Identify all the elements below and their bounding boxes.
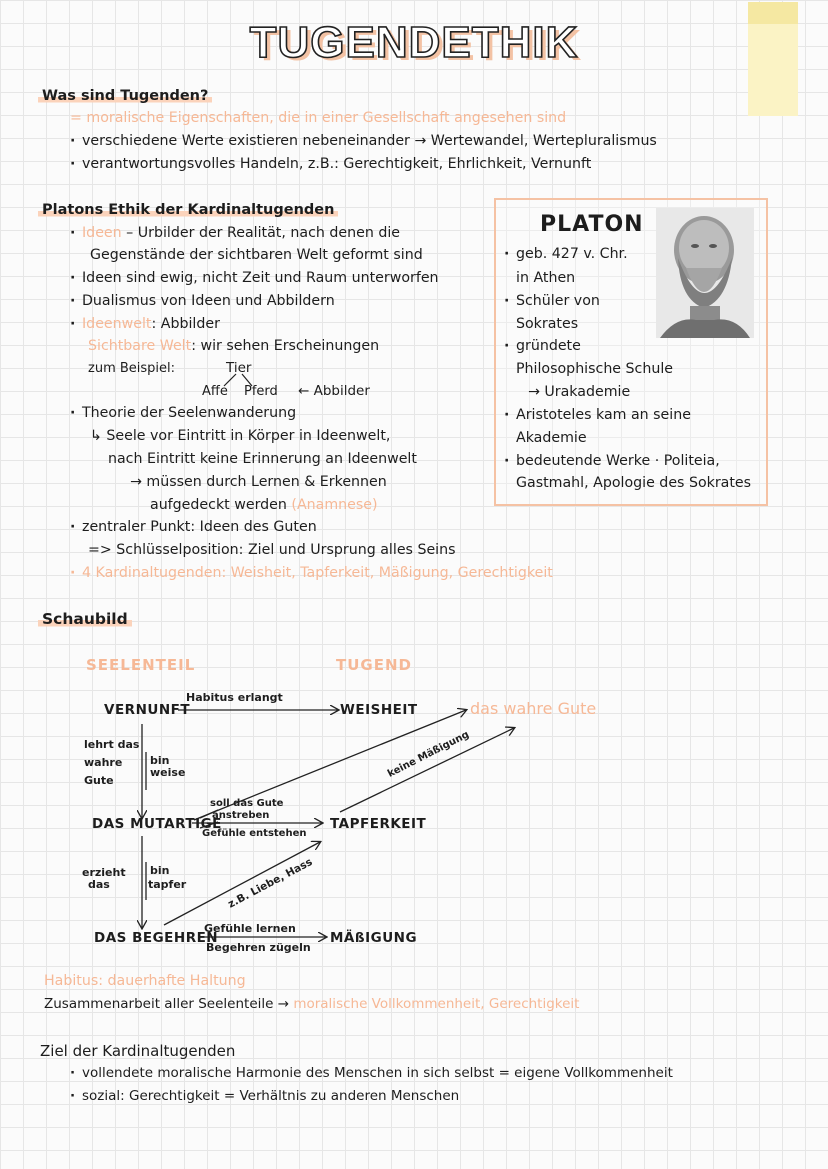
label-keine-maessigung: keine Mäßigung <box>386 729 472 780</box>
zusammenarbeit-line <box>44 996 579 1012</box>
ideen-term: Ideen <box>82 225 122 241</box>
section-heading-tugenden: Was sind Tugenden? <box>38 88 212 104</box>
section-heading-platon: Platons Ethik der Kardinaltugenden <box>38 202 338 218</box>
tugenden-definition: = moralische Eigenschaften, die in einer Gesellschaft angesehen sind <box>70 110 567 126</box>
platon-line-5: · gründete <box>504 338 581 354</box>
node-begehren: DAS BEGEHREN <box>94 930 219 946</box>
zusammenarbeit-text: Zusammenarbeit aller Seelenteile → <box>44 996 290 1012</box>
ideen-text: – Urbilder der Realität, nach denen die <box>126 225 401 241</box>
platon-line-6: Philosophische Schule <box>516 361 674 377</box>
ziel-heading: Ziel der Kardinaltugenden <box>40 1042 236 1060</box>
seelenwanderung: · Theorie der Seelenwanderung <box>70 405 296 421</box>
node-wahre-gute: das wahre Gute <box>470 699 597 718</box>
seelenwanderung-3: nach Eintritt keine Erinnerung an Ideenwelt <box>108 451 417 467</box>
platon-line-8: · Aristoteles kam an seine <box>504 407 691 423</box>
label-lehrt-1: lehrt das <box>84 738 140 751</box>
node-weisheit: WEISHEIT <box>340 702 418 718</box>
label-begehren-zuegeln: Begehren zügeln <box>206 941 311 954</box>
example-tier: Tier <box>226 360 252 376</box>
label-lehrt-2: wahre <box>84 756 123 769</box>
kardinaltugenden-list: · 4 Kardinaltugenden: Weisheit, Tapferkeit, Mäßigung, Gerechtigkeit <box>70 565 553 581</box>
platon-line-10: · bedeutende Werke · Politeia, <box>504 453 720 469</box>
platon-line-9: Akademie <box>516 430 587 446</box>
anamnese: (Anamnese) <box>291 497 378 513</box>
ideenwelt-text: : Abbilder <box>151 316 220 332</box>
ideen-ewig: · Ideen sind ewig, nicht Zeit und Raum unterworfen <box>70 270 439 286</box>
platon-line-2: in Athen <box>516 270 576 286</box>
ziel-bullet-1: · vollendete moralische Harmonie des Menschen in sich selbst = eigene Vollkommenheit <box>70 1065 673 1081</box>
label-anstreben: anstreben <box>212 810 270 821</box>
label-soll-gute: soll das Gute <box>210 798 284 809</box>
seelenwanderung-4: → müssen durch Lernen & Erkennen <box>130 474 387 490</box>
schaubild-heading: Schaubild <box>38 610 132 628</box>
node-vernunft: VERNUNFT <box>104 702 191 718</box>
label-erzieht-1: erzieht <box>82 866 126 879</box>
dualismus: · Dualismus von Ideen und Abbildern <box>70 293 335 309</box>
label-lehrt-3: Gute <box>84 774 114 787</box>
label-gefuehle-lernen: Gefühle lernen <box>204 922 296 935</box>
platon-line-4: Sokrates <box>516 316 579 332</box>
seelenwanderung-2: ↳ Seele vor Eintritt in Körper in Ideenwelt, <box>90 428 391 444</box>
platon-line-3: · Schüler von <box>504 293 600 309</box>
label-habitus-erlangt: Habitus erlangt <box>186 691 283 704</box>
label-weise: weise <box>150 766 186 779</box>
platon-line-7: → Urakademie <box>528 384 631 400</box>
label-bin-2: bin <box>150 864 170 877</box>
habitus-definition: Habitus: dauerhafte Haltung <box>44 973 246 989</box>
platon-line-11: Gastmahl, Apologie des Sokrates <box>516 475 752 491</box>
platon-title: PLATON <box>540 212 644 237</box>
ideenwelt-term: Ideenwelt <box>82 316 152 332</box>
example-affe: Affe <box>202 384 228 399</box>
example-abbilder: ← Abbilder <box>298 383 370 399</box>
example-pferd: Pferd <box>244 384 278 399</box>
zentraler-punkt: · zentraler Punkt: Ideen des Guten <box>70 519 317 535</box>
zusammenarbeit-result: moralische Vollkommenheit, Gerechtigkeit <box>293 996 580 1012</box>
sichtbare-text: : wir sehen Erscheinungen <box>191 338 380 354</box>
sichtbare-term: Sichtbare Welt <box>88 338 192 354</box>
platon-line-1: · geb. 427 v. Chr. <box>504 246 628 262</box>
column-tugend: TUGEND <box>336 656 412 674</box>
node-maessigung: MÄßIGUNG <box>330 930 418 946</box>
label-bin-1: bin <box>150 754 170 767</box>
aufgedeckt: aufgedeckt werden <box>150 497 287 513</box>
beispiel-label: zum Beispiel: <box>88 361 176 376</box>
label-erzieht-2: das <box>88 878 110 891</box>
node-tapferkeit: TAPFERKEIT <box>330 816 427 832</box>
ideen-text-2: Gegenstände der sichtbaren Welt geformt sind <box>90 247 423 263</box>
tugenden-bullet-2: · verantwortungsvolles Handeln, z.B.: Gerechtigkeit, Ehrlichkeit, Vernunft <box>70 156 591 172</box>
label-tapfer: tapfer <box>148 878 187 891</box>
label-liebe-hass: z.B. Liebe, Hass <box>226 855 315 911</box>
page-title: TUGENDETHIK <box>249 18 579 67</box>
label-gefuehle-entstehen: Gefühle entstehen <box>202 828 307 839</box>
ziel-bullet-2: · sozial: Gerechtigkeit = Verhältnis zu anderen Menschen <box>70 1088 459 1104</box>
node-mutartige: DAS MUTARTIGE <box>92 816 222 832</box>
column-seelenteil: SEELENTEIL <box>86 656 196 674</box>
tugenden-bullet-1: · verschiedene Werte existieren nebeneinander → Wertewandel, Wertepluralismus <box>70 133 657 149</box>
schluesselposition: => Schlüsselposition: Ziel und Ursprung alles Seins <box>88 542 456 558</box>
